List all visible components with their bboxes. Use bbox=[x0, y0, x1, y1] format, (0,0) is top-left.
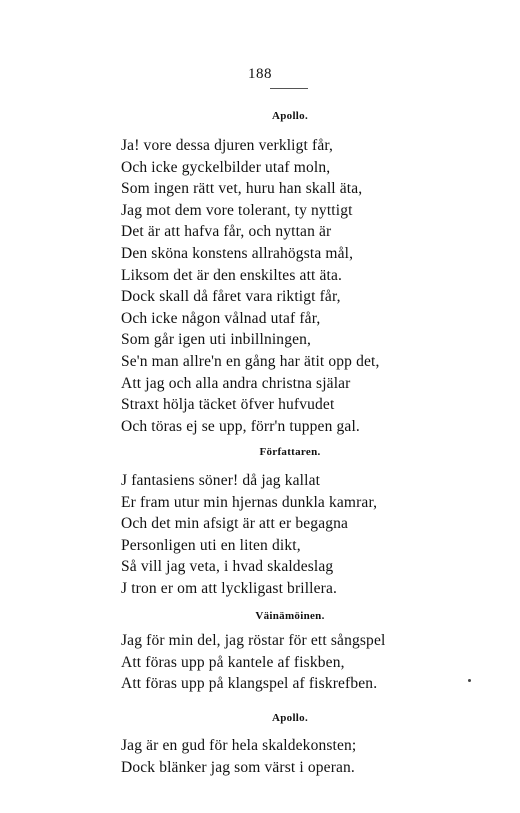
verse-line: J fantasiens söner! då jag kallat bbox=[121, 472, 321, 489]
margin-mark bbox=[468, 679, 471, 682]
stanza-apollo-1 bbox=[121, 135, 380, 437]
speaker-vainamoinen: Väinämöinen. bbox=[255, 610, 325, 622]
verse-line: Och töras ej se upp, förr'n tuppen gal. bbox=[121, 417, 360, 435]
speaker-apollo: Apollo. bbox=[271, 110, 309, 122]
verse-line: Och icke gyckelbilder utaf moln, bbox=[121, 158, 331, 176]
verse-line: Straxt hölja täcket öfver hufvudet bbox=[121, 396, 335, 414]
page-number: 188 bbox=[248, 66, 272, 82]
verse-line: Dock blänker jag som värst i operan. bbox=[121, 758, 355, 776]
verse-line: Dock skall då fåret vara riktigt får, bbox=[121, 288, 341, 306]
verse-line: Att jag och alla andra christna själar bbox=[121, 374, 351, 392]
verse-line: Jag för min del, jag röstar för ett sångspel bbox=[121, 632, 386, 649]
verse-line: J tron er om att lyckligast brillera. bbox=[121, 579, 338, 597]
page-number-rule bbox=[270, 88, 308, 89]
verse-line: Att föras upp på klangspel af fiskrefben. bbox=[121, 675, 378, 693]
stanza-forfattaren bbox=[121, 470, 377, 600]
verse-line: Den sköna konstens allrahögsta mål, bbox=[121, 244, 354, 262]
verse-line: Liksom det är den enskiltes att äta. bbox=[121, 266, 343, 284]
verse-line: Det är att hafva får, och nyttan är bbox=[121, 223, 332, 241]
verse-line: Och det min afsigt är att er begagna bbox=[121, 515, 349, 533]
verse-line: Er fram utur min hjernas dunkla kamrar, bbox=[121, 493, 378, 511]
speaker-apollo-2: Apollo. bbox=[271, 712, 309, 724]
verse-line: Ja! vore dessa djuren verkligt får, bbox=[121, 137, 334, 154]
verse-line: Personligen uti en liten dikt, bbox=[121, 536, 301, 554]
verse-line: Jag mot dem vore tolerant, ty nyttigt bbox=[121, 201, 353, 219]
verse-line: Jag är en gud för hela skaldekonsten; bbox=[121, 737, 357, 754]
speaker-forfattaren: Författaren. bbox=[259, 446, 321, 458]
verse-line: Och icke någon vålnad utaf får, bbox=[121, 309, 321, 327]
verse-line: Att föras upp på kantele af fiskben, bbox=[121, 653, 345, 671]
verse-line: Som ingen rätt vet, huru han skall äta, bbox=[121, 180, 363, 198]
verse-line: Som går igen uti inbillningen, bbox=[121, 331, 312, 349]
stanza-apollo-2 bbox=[121, 735, 356, 778]
verse-line: Se'n man allre'n en gång har ätit opp det, bbox=[121, 352, 380, 370]
verse-line: Så vill jag veta, i hvad skaldeslag bbox=[121, 558, 334, 576]
stanza-vainamoinen bbox=[121, 630, 385, 695]
